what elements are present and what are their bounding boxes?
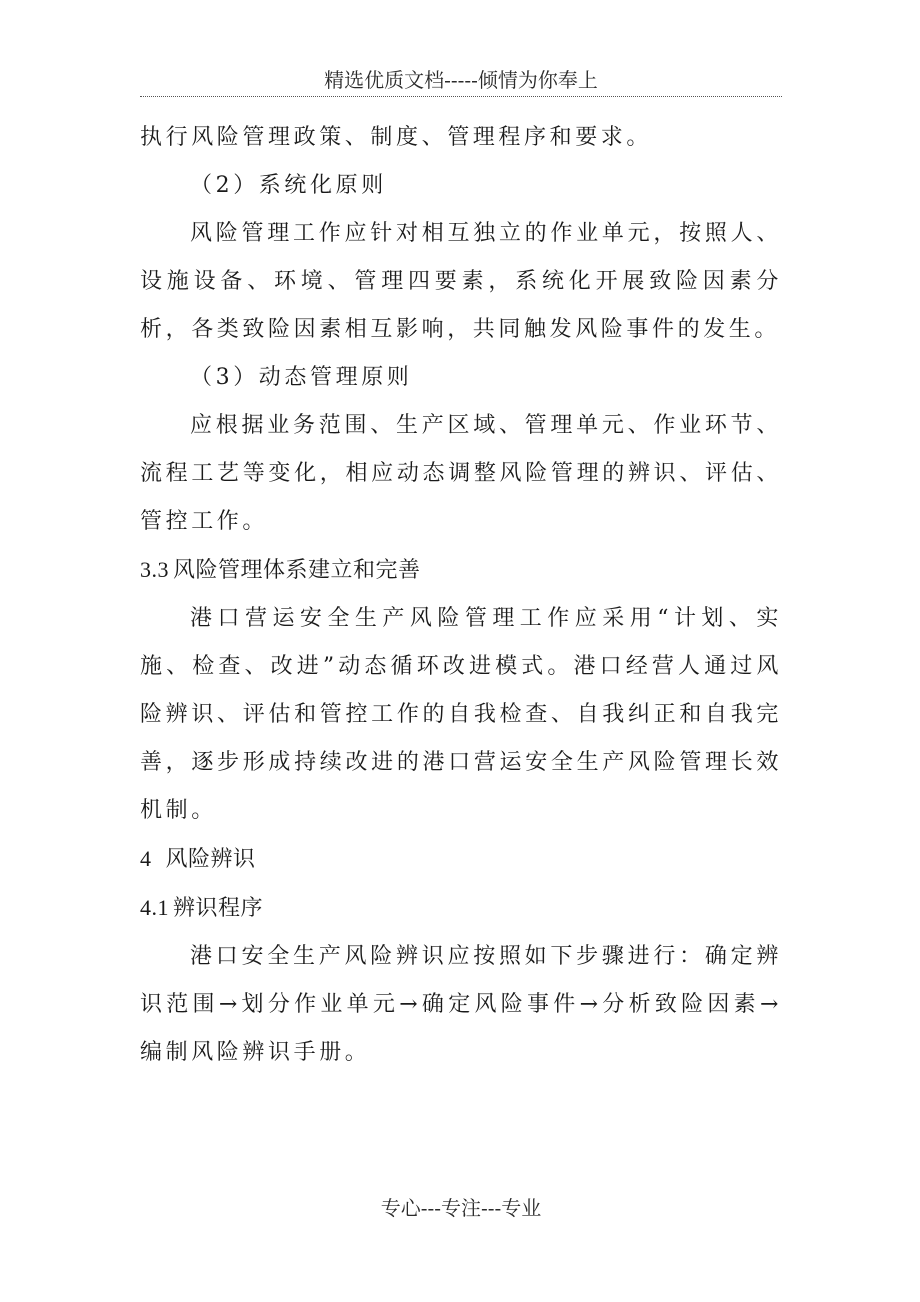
- section-title: 辨识程序: [173, 896, 264, 921]
- page-footer: 专心---专注---专业: [380, 1196, 542, 1220]
- section-heading-4: [140, 835, 782, 884]
- paragraph-systematic: 风险管理工作应针对相互独立的作业单元，按照人、设施设备、环境、管理四要素，系统化开展致险因素分析，各类致险因素相互影响，共同触发风险事件的发生。: [140, 221, 782, 342]
- section-number: 3.3: [140, 557, 169, 582]
- header-divider: [140, 96, 782, 97]
- paragraph-dynamic: 应根据业务范围、生产区域、管理单元、作业环节、流程工艺等变化，相应动态调整风险管理的辨识、评估、管控工作。: [140, 413, 782, 534]
- document-body: [140, 114, 782, 1077]
- paragraph-management-system: 港口营运安全生产风险管理工作应采用“计划、实施、检查、改进”动态循环改进模式。港口经营人通过风险辨识、评估和管控工作的自我检查、自我纠正和自我完善，逐步形成持续改进的港口营运安全生产风险管理长效机制。: [140, 606, 782, 823]
- paragraph-continuation: 执行风险管理政策、制度、管理程序和要求。: [140, 125, 653, 150]
- section-number: 4: [140, 846, 152, 871]
- section-heading-3-3: [140, 546, 782, 595]
- paragraph-identification-procedure: 港口安全生产风险辨识应按照如下步骤进行：确定辨识范围→划分作业单元→确定风险事件→分析致险因素→编制风险辨识手册。: [140, 944, 782, 1065]
- page-header: 精选优质文档-----倾情为你奉上: [324, 68, 598, 92]
- section-heading-4-1: [140, 884, 782, 933]
- subheading-systematic-principle: （2）系统化原则: [190, 173, 387, 198]
- section-title: 风险辨识: [165, 847, 256, 872]
- subheading-dynamic-principle: （3）动态管理原则: [190, 365, 413, 390]
- section-number: 4.1: [140, 895, 169, 920]
- section-title: 风险管理体系建立和完善: [173, 558, 421, 583]
